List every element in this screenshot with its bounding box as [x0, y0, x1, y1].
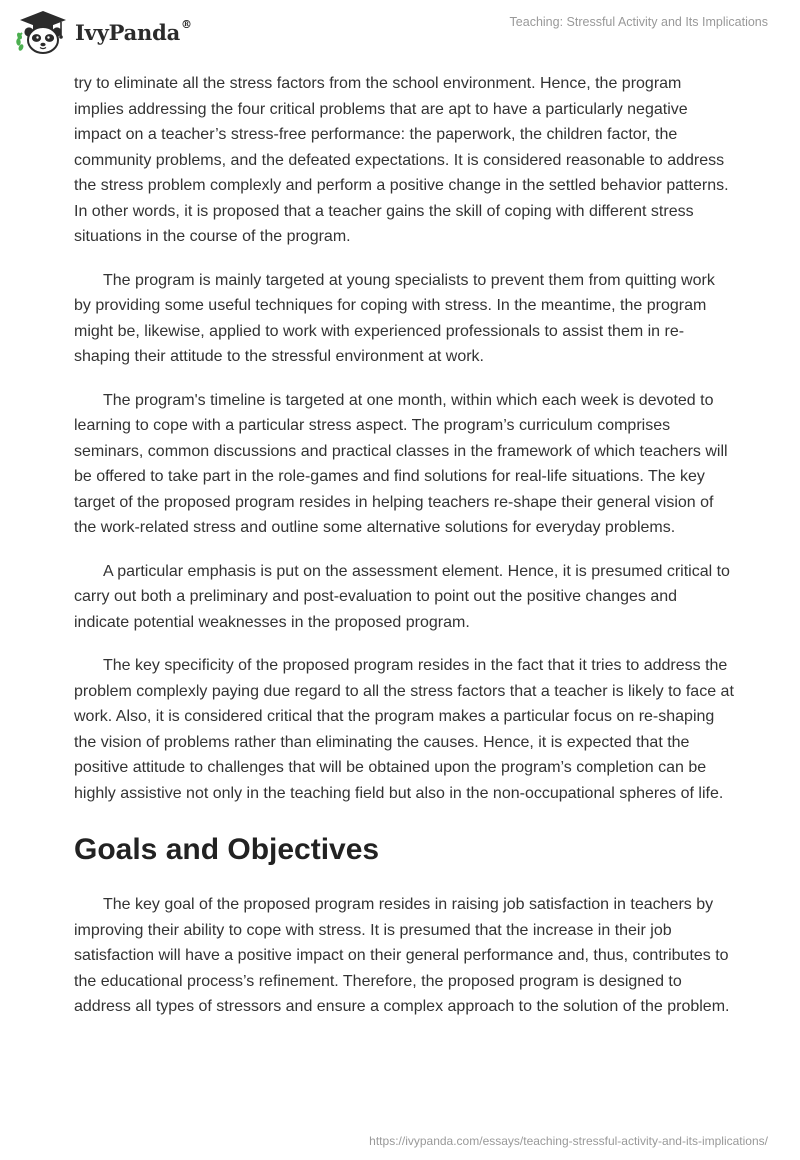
essay-content: [74, 71, 734, 1038]
paragraph: The program is mainly targeted at young specialists to prevent them from quitting work by providing some useful techniques for coping with stress. In the meantime, the program might be, likewise, applied to work with experienced professionals to assist them in re-shaping their attitude to the stressful environment at work.: [74, 271, 715, 365]
page-header: [0, 0, 800, 60]
paragraph: The program's timeline is targeted at one month, within which each week is devoted to learning to cope with a particular stress aspect. The program’s curriculum comprises seminars, common discussions and practical classes in the framework of which teachers will be offered to take part in the role-games and find solutions for real-life situations. The key target of the proposed program resides in helping teachers re-shape their general vision of the work-related stress and outline some alternative solutions for everyday problems.: [74, 391, 728, 536]
section-heading: Goals and Objectives: [74, 833, 380, 866]
paragraph: try to eliminate all the stress factors from the school environment. Hence, the program implies addressing the four critical problems that are apt to have a particularly negative impact on a teacher’s stress-free performance: the paperwork, the children factor, the community problems, and the defeated expectations. It is considered reasonable to address the stress problem complexly and perform a positive change in the settled behavior patterns. In other words, it is proposed that a teacher gains the skill of coping with different stress situations in the course of the program.: [74, 75, 729, 245]
panda-logo-icon: [14, 9, 72, 55]
paragraph: A particular emphasis is put on the assessment element. Hence, it is presumed critical to carry out both a preliminary and post-evaluation to point out the positive changes and indicate potential weaknesses in the proposed program.: [74, 562, 730, 631]
brand-name: IvyPanda®: [75, 17, 192, 45]
ivypanda-logo[interactable]: [14, 9, 192, 55]
paragraph: The key goal of the proposed program resides in raising job satisfaction in teachers by improving their ability to cope with stress. It is presumed that the increase in their job satisfaction will have a positive impact on their general performance and, thus, contributes to the educational process’s refinement. Therefore, the proposed program is designed to address all types of stressors and ensure a complex approach to the solution of the problem.: [74, 896, 730, 1015]
source-url[interactable]: https://ivypanda.com/essays/teaching-stressful-activity-and-its-implications/: [369, 1134, 768, 1148]
document-title: Teaching: Stressful Activity and Its Implications: [509, 15, 768, 29]
paragraph: The key specificity of the proposed program resides in the fact that it tries to address the problem complexly paying due regard to all the stress factors that a teacher is likely to face at work. Also, it is considered critical that the program makes a particular focus on re-shaping the vision of problems rather than eliminating the causes. Hence, it is expected that the positive attitude to challenges that will be obtained upon the program’s completion can be highly assistive not only in the teaching field but also in the non-occupational spheres of life.: [74, 657, 734, 802]
